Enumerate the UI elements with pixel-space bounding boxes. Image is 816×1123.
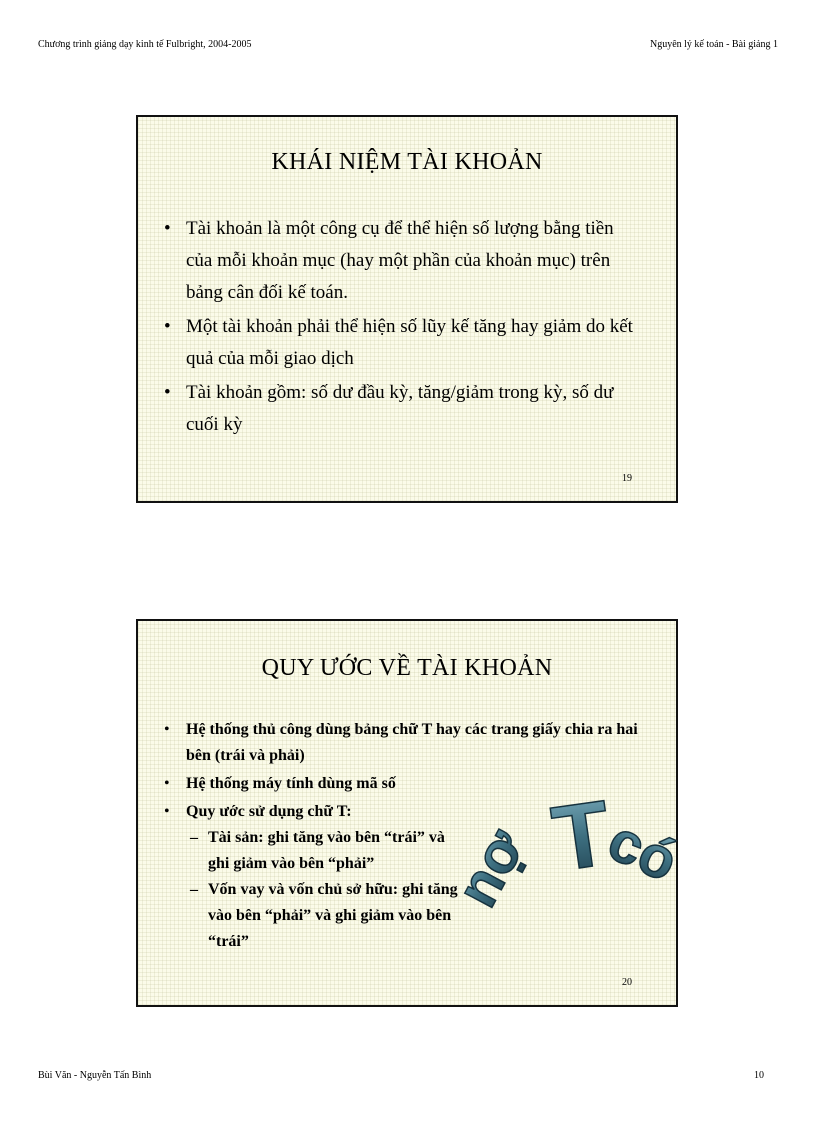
footer-left: Bùi Văn - Nguyễn Tấn Bình [38,1070,152,1081]
slide-20 [136,619,687,1007]
wordart-left: nợ [444,818,538,918]
bullet-item: • Hệ thống máy tính dùng mã số [164,771,654,797]
slide-number: 19 [622,473,632,484]
sub-bullet-item: – Vốn vay và vốn chủ sở hữu: ghi tăng vào bên “phải” và ghi giảm vào bên “trái” [186,877,458,955]
header-right: Nguyên lý kế toán - Bài giảng 1 [649,39,778,50]
bullet-list [164,213,644,443]
slide-title: KHÁI NIỆM TÀI KHOẢN [271,149,543,175]
wordart-right: có [598,807,687,895]
header-left: Chương trình giảng dạy kinh tế Fulbright, 2004-2005 [38,39,252,50]
bullet-item: • Tài khoản là một công cụ để thể hiện số lượng bằng tiền của mỗi khoản mục (hay một phần của khoản mục) trên bảng cân đối kế toán. [164,213,644,309]
bullet-item: • Hệ thống thủ công dùng bảng chữ T hay các trang giấy chia ra hai bên (trái và phải) [164,717,654,769]
wordart-middle: T [546,781,617,891]
slide-title: QUY ƯỚC VỀ TÀI KHOẢN [261,655,553,681]
slide-number: 20 [622,977,632,988]
slide-19 [136,115,678,503]
bullet-text: Quy ước sử dụng chữ T: [186,803,352,820]
bullet-item: • Một tài khoản phải thể hiện số lũy kế tăng hay giảm do kết quả của mỗi giao dịch [164,311,644,375]
bullet-item: • Tài khoản gồm: số dư đầu kỳ, tăng/giảm trong kỳ, số dư cuối kỳ [164,377,644,441]
wordart-no-t-co [444,761,687,941]
sub-bullet-item: – Tài sản: ghi tăng vào bên “trái” và ghi giảm vào bên “phải” [186,825,458,877]
page-number: 10 [754,1070,764,1081]
